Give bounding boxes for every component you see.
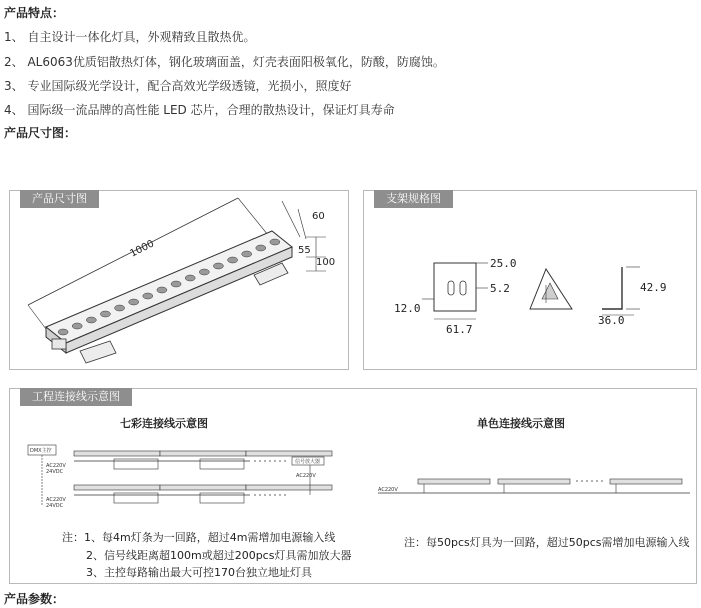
led-chip <box>256 245 266 251</box>
power-label-2: 24VDC <box>46 469 64 475</box>
rgb-note-2: 2、信号线距离超100m或超过200pcs灯具需加放大器 <box>86 549 352 562</box>
led-chip <box>185 275 195 281</box>
feature-item-4: 4、 国际级一流品牌的高性能 LED 芯片，合理的散热设计，保证灯具寿命 <box>4 103 395 117</box>
mono-bar-row <box>378 479 690 493</box>
angle-width-label: 60 <box>312 211 325 222</box>
rgb-note-1: 注：1、每4m灯条为一回路，超过4m需增加电源输入线 <box>62 531 336 544</box>
mono-wiring-title: 单色连接线示意图 <box>477 417 565 430</box>
rgb-bar-row-2 <box>74 485 332 503</box>
power-label-3: AC220V <box>46 497 66 503</box>
height-label: 55 <box>298 245 311 256</box>
power-label-4: 24VDC <box>46 503 64 509</box>
led-chip <box>270 239 280 245</box>
dimension-panel-tab: 产品尺寸图 <box>20 190 99 208</box>
led-chip <box>199 269 209 275</box>
mono-note: 注：每50pcs灯具为一回路，超过50pcs需增加电源输入线 <box>404 536 690 549</box>
bracket-dim-42-9: 42.9 <box>640 281 667 294</box>
params-heading: 产品参数： <box>4 592 65 606</box>
led-chip <box>72 323 82 329</box>
depth-label: 100 <box>316 257 336 268</box>
signal-amplifier-label: 信号放大器 <box>295 459 321 465</box>
rgb-wiring-title: 七彩连接线示意图 <box>120 417 208 430</box>
led-chip <box>228 257 238 263</box>
led-chip <box>157 287 167 293</box>
led-chip <box>115 305 125 311</box>
bracket-panel <box>363 190 697 370</box>
light-bar-dimension-drawing <box>10 191 348 369</box>
bracket-dim-61-7: 61.7 <box>446 323 473 336</box>
dmx-controller-label: DMX主控 <box>30 448 52 454</box>
length-dimension-label: 1000 <box>128 238 157 260</box>
size-heading: 产品尺寸图： <box>4 126 77 140</box>
dimension-panel <box>9 190 349 370</box>
bracket-dim-5-2: 5.2 <box>490 282 510 295</box>
feature-item-3: 3、 专业国际级光学设计，配合高效光学级透镜，光损小，照度好 <box>4 79 352 93</box>
rgb-note-3: 3、主控每路输出最大可控170台独立地址灯具 <box>86 566 312 579</box>
wiring-panel-tab: 工程连接线示意图 <box>20 388 132 406</box>
mono-ac-label: AC220V <box>378 487 398 493</box>
power-label-5: AC220V <box>296 473 316 479</box>
bracket-dim-25: 25.0 <box>490 257 517 270</box>
led-chip <box>86 317 96 323</box>
bracket-panel-tab: 支架规格图 <box>374 190 453 208</box>
feature-item-2: 2、 AL6063优质铝散热灯体，钢化玻璃面盖，灯壳表面阳极氧化，防酸，防腐蚀。 <box>4 55 445 69</box>
bracket-dim-12: 12.0 <box>394 302 421 315</box>
led-chip <box>171 281 181 287</box>
led-chip <box>242 251 252 257</box>
bracket-spec-drawing <box>364 191 696 369</box>
led-chip <box>143 293 153 299</box>
wiring-panel <box>9 388 697 584</box>
features-heading: 产品特点： <box>4 6 65 20</box>
led-chip <box>129 299 139 305</box>
feature-item-1: 1、 自主设计一体化灯具，外观精致且散热优。 <box>4 30 256 44</box>
led-chip <box>100 311 110 317</box>
led-chip <box>213 263 223 269</box>
power-label-1: AC220V <box>46 463 66 469</box>
led-chip <box>58 329 68 335</box>
wiring-diagram <box>10 429 696 539</box>
bracket-dim-36: 36.0 <box>598 314 625 327</box>
